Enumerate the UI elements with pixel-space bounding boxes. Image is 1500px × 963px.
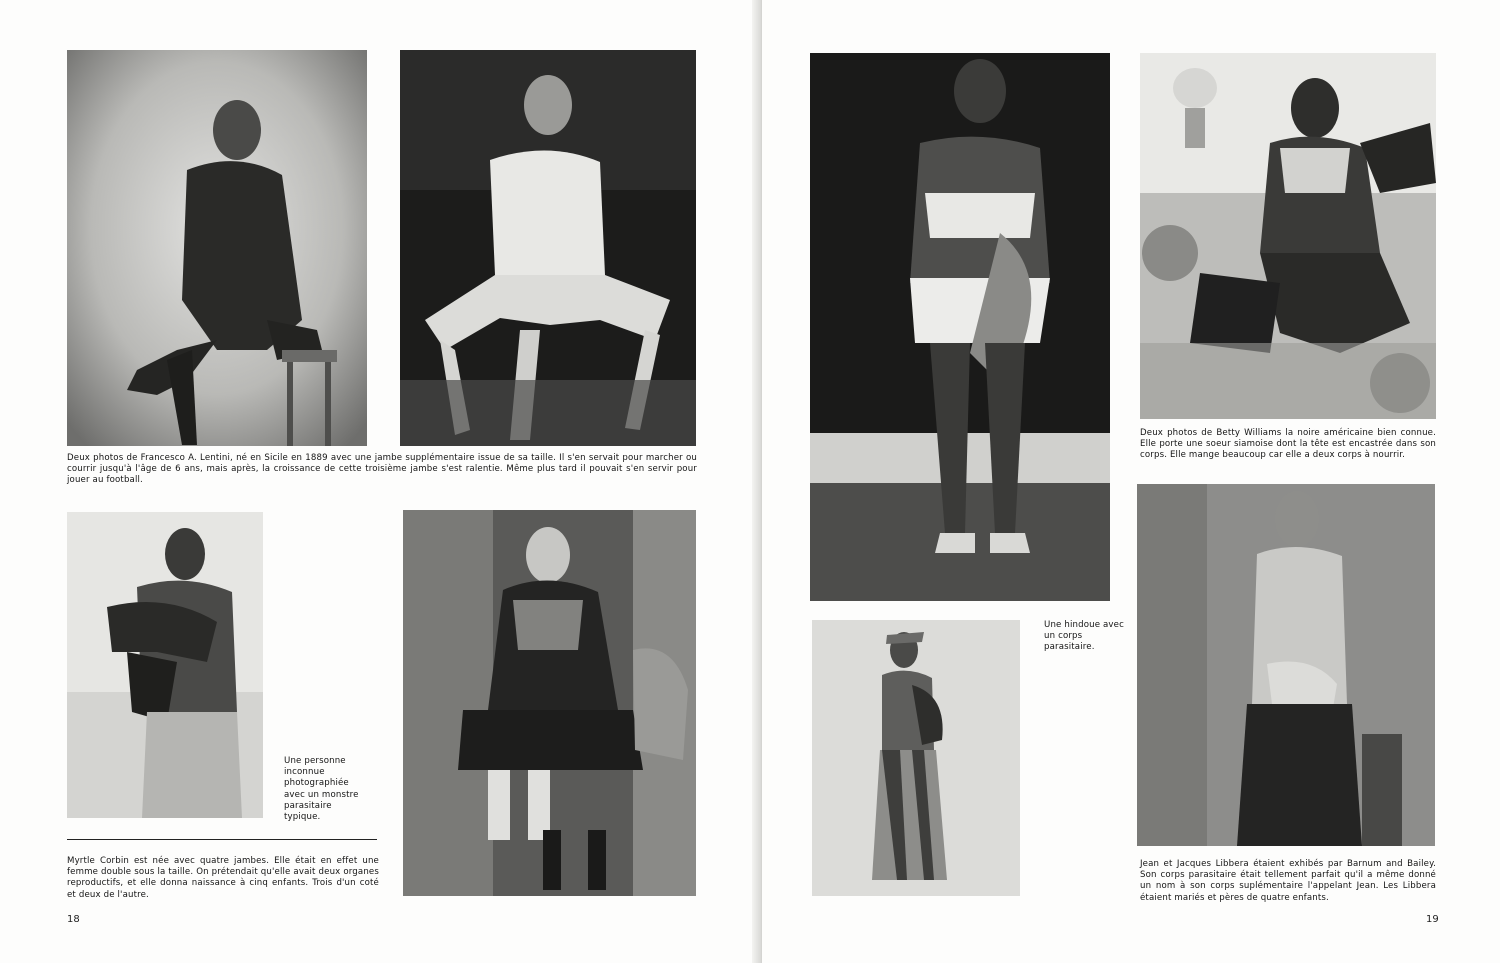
caption-divider	[67, 839, 377, 840]
caption-betty-williams: Deux photos de Betty Williams la noire américaine bien connue. Elle porte une soeur siamoise dont la tête est encastrée dans son corps. Elle mange beaucoup car elle a deux corps à nourrir.	[1140, 428, 1436, 461]
page-number-left: 18	[67, 914, 80, 925]
photo-unknown-person	[67, 512, 263, 818]
caption-lentini: Deux photos de Francesco A. Lentini, né en Sicile en 1889 avec une jambe supplémentaire issue de sa taille. Il s'en servait pour marcher ou courrir jusqu'à l'âge de 6 ans, mais après, la croissance de cette troisième jambe s'est ralentie. Même plus tard il pouvait s'en servir pour jouer au football.	[67, 453, 697, 486]
caption-corbin: Myrtle Corbin est née avec quatre jambes. Elle était en effet une femme double sous la taille. On prétendait qu'elle avait deux organes reproductifs, et elle donna naissance à cinq enfants. Trois d'un coté et deux de l'autre.	[67, 856, 379, 900]
right-page	[762, 0, 1500, 963]
photo-betty-williams-standing	[810, 53, 1110, 601]
photo-myrtle-corbin	[403, 510, 696, 896]
caption-libbera: Jean et Jacques Libbera étaient exhibés par Barnum and Bailey. Son corps parasitaire était tellement parfait qu'il a même donné un nom à son corps suplémentaire l'appelant Jean. Les Libbera étaient mariés et pères de quatre enfants.	[1140, 859, 1436, 903]
photo-lentini-seated	[400, 50, 696, 446]
photo-lentini-standing	[67, 50, 367, 446]
photo-libbera	[1137, 484, 1435, 846]
photo-hindoue	[812, 620, 1020, 896]
photo-betty-williams-reclining	[1140, 53, 1436, 419]
caption-hindoue: Une hindoue avec un corps parasitaire.	[1044, 620, 1124, 653]
caption-unknown-person: Une personne inconnue photographiée avec un monstre parasitaire typique.	[284, 756, 359, 823]
page-number-right: 19	[1426, 914, 1439, 925]
